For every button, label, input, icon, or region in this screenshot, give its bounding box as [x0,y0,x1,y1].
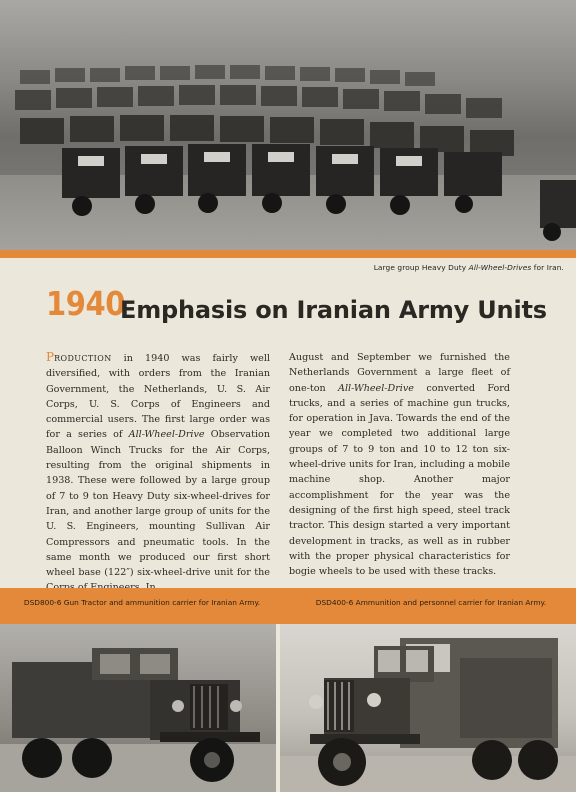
personnel-carrier-graphic [280,624,576,792]
gun-tractor-photo [0,624,276,792]
right-italic-1: All-Wheel-Drive [338,382,414,394]
article-paragraph-right [289,350,510,579]
article-paragraph-left [46,350,270,596]
top-photo-caption [374,263,564,272]
right-text-1: August and September we furnished the Netherlands Government a large fleet of one-ton [289,352,510,394]
caption-suffix: for Iran. [531,263,564,272]
left-text-1: in 1940 was fairly well diversified, with orders from the Iranian Government, the Netherlands, U. S. Air Corps, U. S. Corps of Engineers and commercial users. The first large order was for a series of [46,353,270,441]
page-headline [46,284,547,324]
left-text-2: Observation Balloon Winch Trucks for the Air Corps, resulting from the original shipments in 1938. These were followed by a large group of 7 to 9 ton Heavy Duty six-wheel-drives for Iran, and another large group of units for the U. S. Engineers, mounting Sullivan Air Compressors and pneumatic tools. In the same month we produced our first short wheel base (122″) six-wheel-drive unit for the [46,429,270,579]
headline-year: 1940 [46,284,126,323]
top-accent-band [0,250,576,258]
headline-title: Emphasis on Iranian Army Units [120,296,547,324]
personnel-carrier-photo [280,624,576,792]
drop-cap: P [46,350,55,364]
small-caps-lead: RODUCTION [54,354,112,363]
truck-fleet-photo [0,0,576,250]
article-column-right [289,350,510,579]
truck-rows-graphic [0,60,576,250]
gun-tractor-caption: DSD800-6 Gun Tractor and ammunition carrier for Iranian Army. [23,598,261,607]
left-italic-1: All-Wheel-Drive [128,429,205,441]
caption-italic: All-Wheel-Drives [468,263,532,272]
personnel-carrier-caption: DSD400-6 Ammunition and personnel carrier for Iranian Army. [315,598,547,607]
right-text-2: converted Ford trucks, and a series of machine gun trucks, for operation in Java. Towards the end of the year we completed two additional large groups of 7 to 9 ton and 10 to 12 ton six-wheel-drive units for Iran, including a mobile machine shop. Another major accomplishment for the year was the designing of the first high speed, steel track tractor. This design started a very important development in tracks, as well as in rubber with the proper physical characteristics for bogie wheels to be used with these tracks. [289,382,511,578]
caption-prefix: Large group Heavy Duty [373,263,469,272]
article-column-left [46,350,270,596]
gun-tractor-graphic [0,624,276,792]
